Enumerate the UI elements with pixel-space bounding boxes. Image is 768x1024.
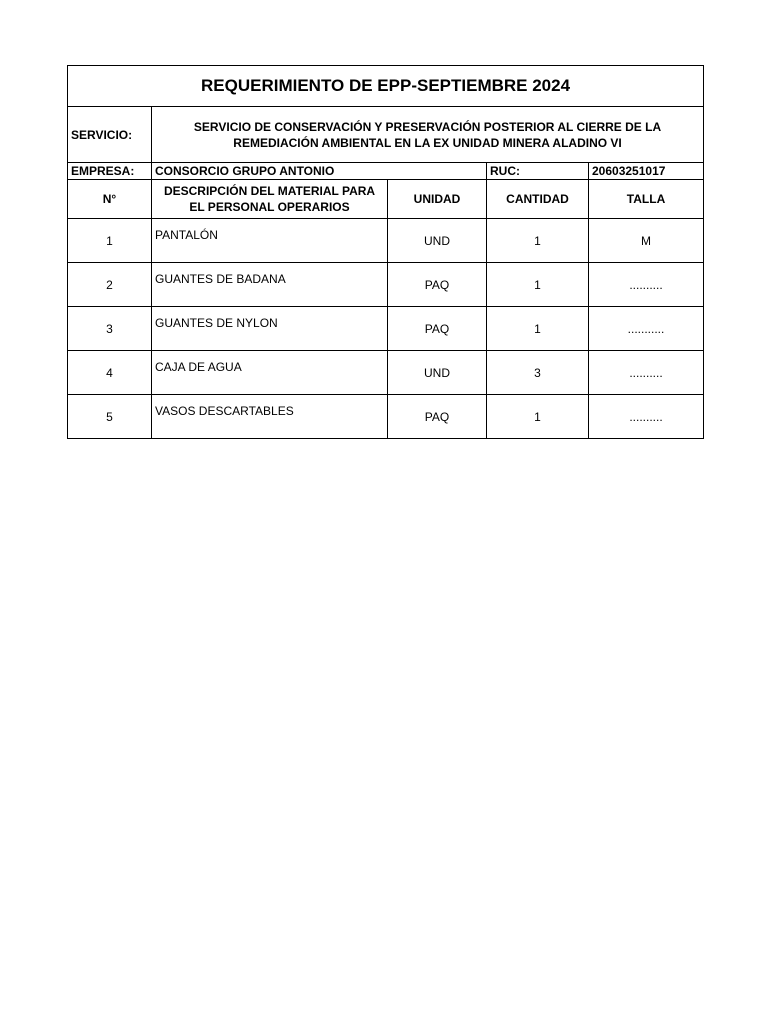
row-num: 4: [68, 351, 152, 395]
table-header-row: [68, 180, 704, 219]
header-num: N°: [68, 180, 152, 219]
row-unidad: PAQ: [388, 395, 487, 439]
header-unidad: UNIDAD: [388, 180, 487, 219]
servicio-label: SERVICIO:: [68, 107, 152, 163]
row-unidad: PAQ: [388, 263, 487, 307]
row-num: 1: [68, 219, 152, 263]
table-row: [68, 351, 704, 395]
row-desc: VASOS DESCARTABLES: [152, 395, 388, 439]
table-row: [68, 263, 704, 307]
row-desc: GUANTES DE NYLON: [152, 307, 388, 351]
row-talla: ..........: [589, 263, 704, 307]
row-unidad: PAQ: [388, 307, 487, 351]
row-talla: ..........: [589, 395, 704, 439]
row-cantidad: 1: [487, 263, 589, 307]
row-num: 2: [68, 263, 152, 307]
row-num: 5: [68, 395, 152, 439]
row-cantidad: 1: [487, 395, 589, 439]
row-desc: PANTALÓN: [152, 219, 388, 263]
document-title: REQUERIMIENTO DE EPP-SEPTIEMBRE 2024: [68, 66, 704, 107]
header-talla: TALLA: [589, 180, 704, 219]
empresa-value: CONSORCIO GRUPO ANTONIO: [152, 163, 487, 180]
row-num: 3: [68, 307, 152, 351]
row-talla: M: [589, 219, 704, 263]
table-row: [68, 307, 704, 351]
header-cantidad: CANTIDAD: [487, 180, 589, 219]
empresa-label: EMPRESA:: [68, 163, 152, 180]
ruc-value: 20603251017: [589, 163, 704, 180]
header-desc: DESCRIPCIÓN DEL MATERIAL PARA EL PERSONAL OPERARIOS: [152, 180, 388, 219]
row-cantidad: 1: [487, 219, 589, 263]
row-talla: ...........: [589, 307, 704, 351]
row-desc: GUANTES DE BADANA: [152, 263, 388, 307]
row-unidad: UND: [388, 219, 487, 263]
row-unidad: UND: [388, 351, 487, 395]
row-cantidad: 3: [487, 351, 589, 395]
table-row: [68, 395, 704, 439]
table-row: [68, 219, 704, 263]
row-cantidad: 1: [487, 307, 589, 351]
ruc-label: RUC:: [487, 163, 589, 180]
row-talla: ..........: [589, 351, 704, 395]
epp-requirement-table: [67, 65, 704, 439]
servicio-value: SERVICIO DE CONSERVACIÓN Y PRESERVACIÓN POSTERIOR AL CIERRE DE LA REMEDIACIÓN AMBIENTAL EN LA EX UNIDAD MINERA ALADINO VI: [152, 107, 704, 163]
row-desc: CAJA DE AGUA: [152, 351, 388, 395]
